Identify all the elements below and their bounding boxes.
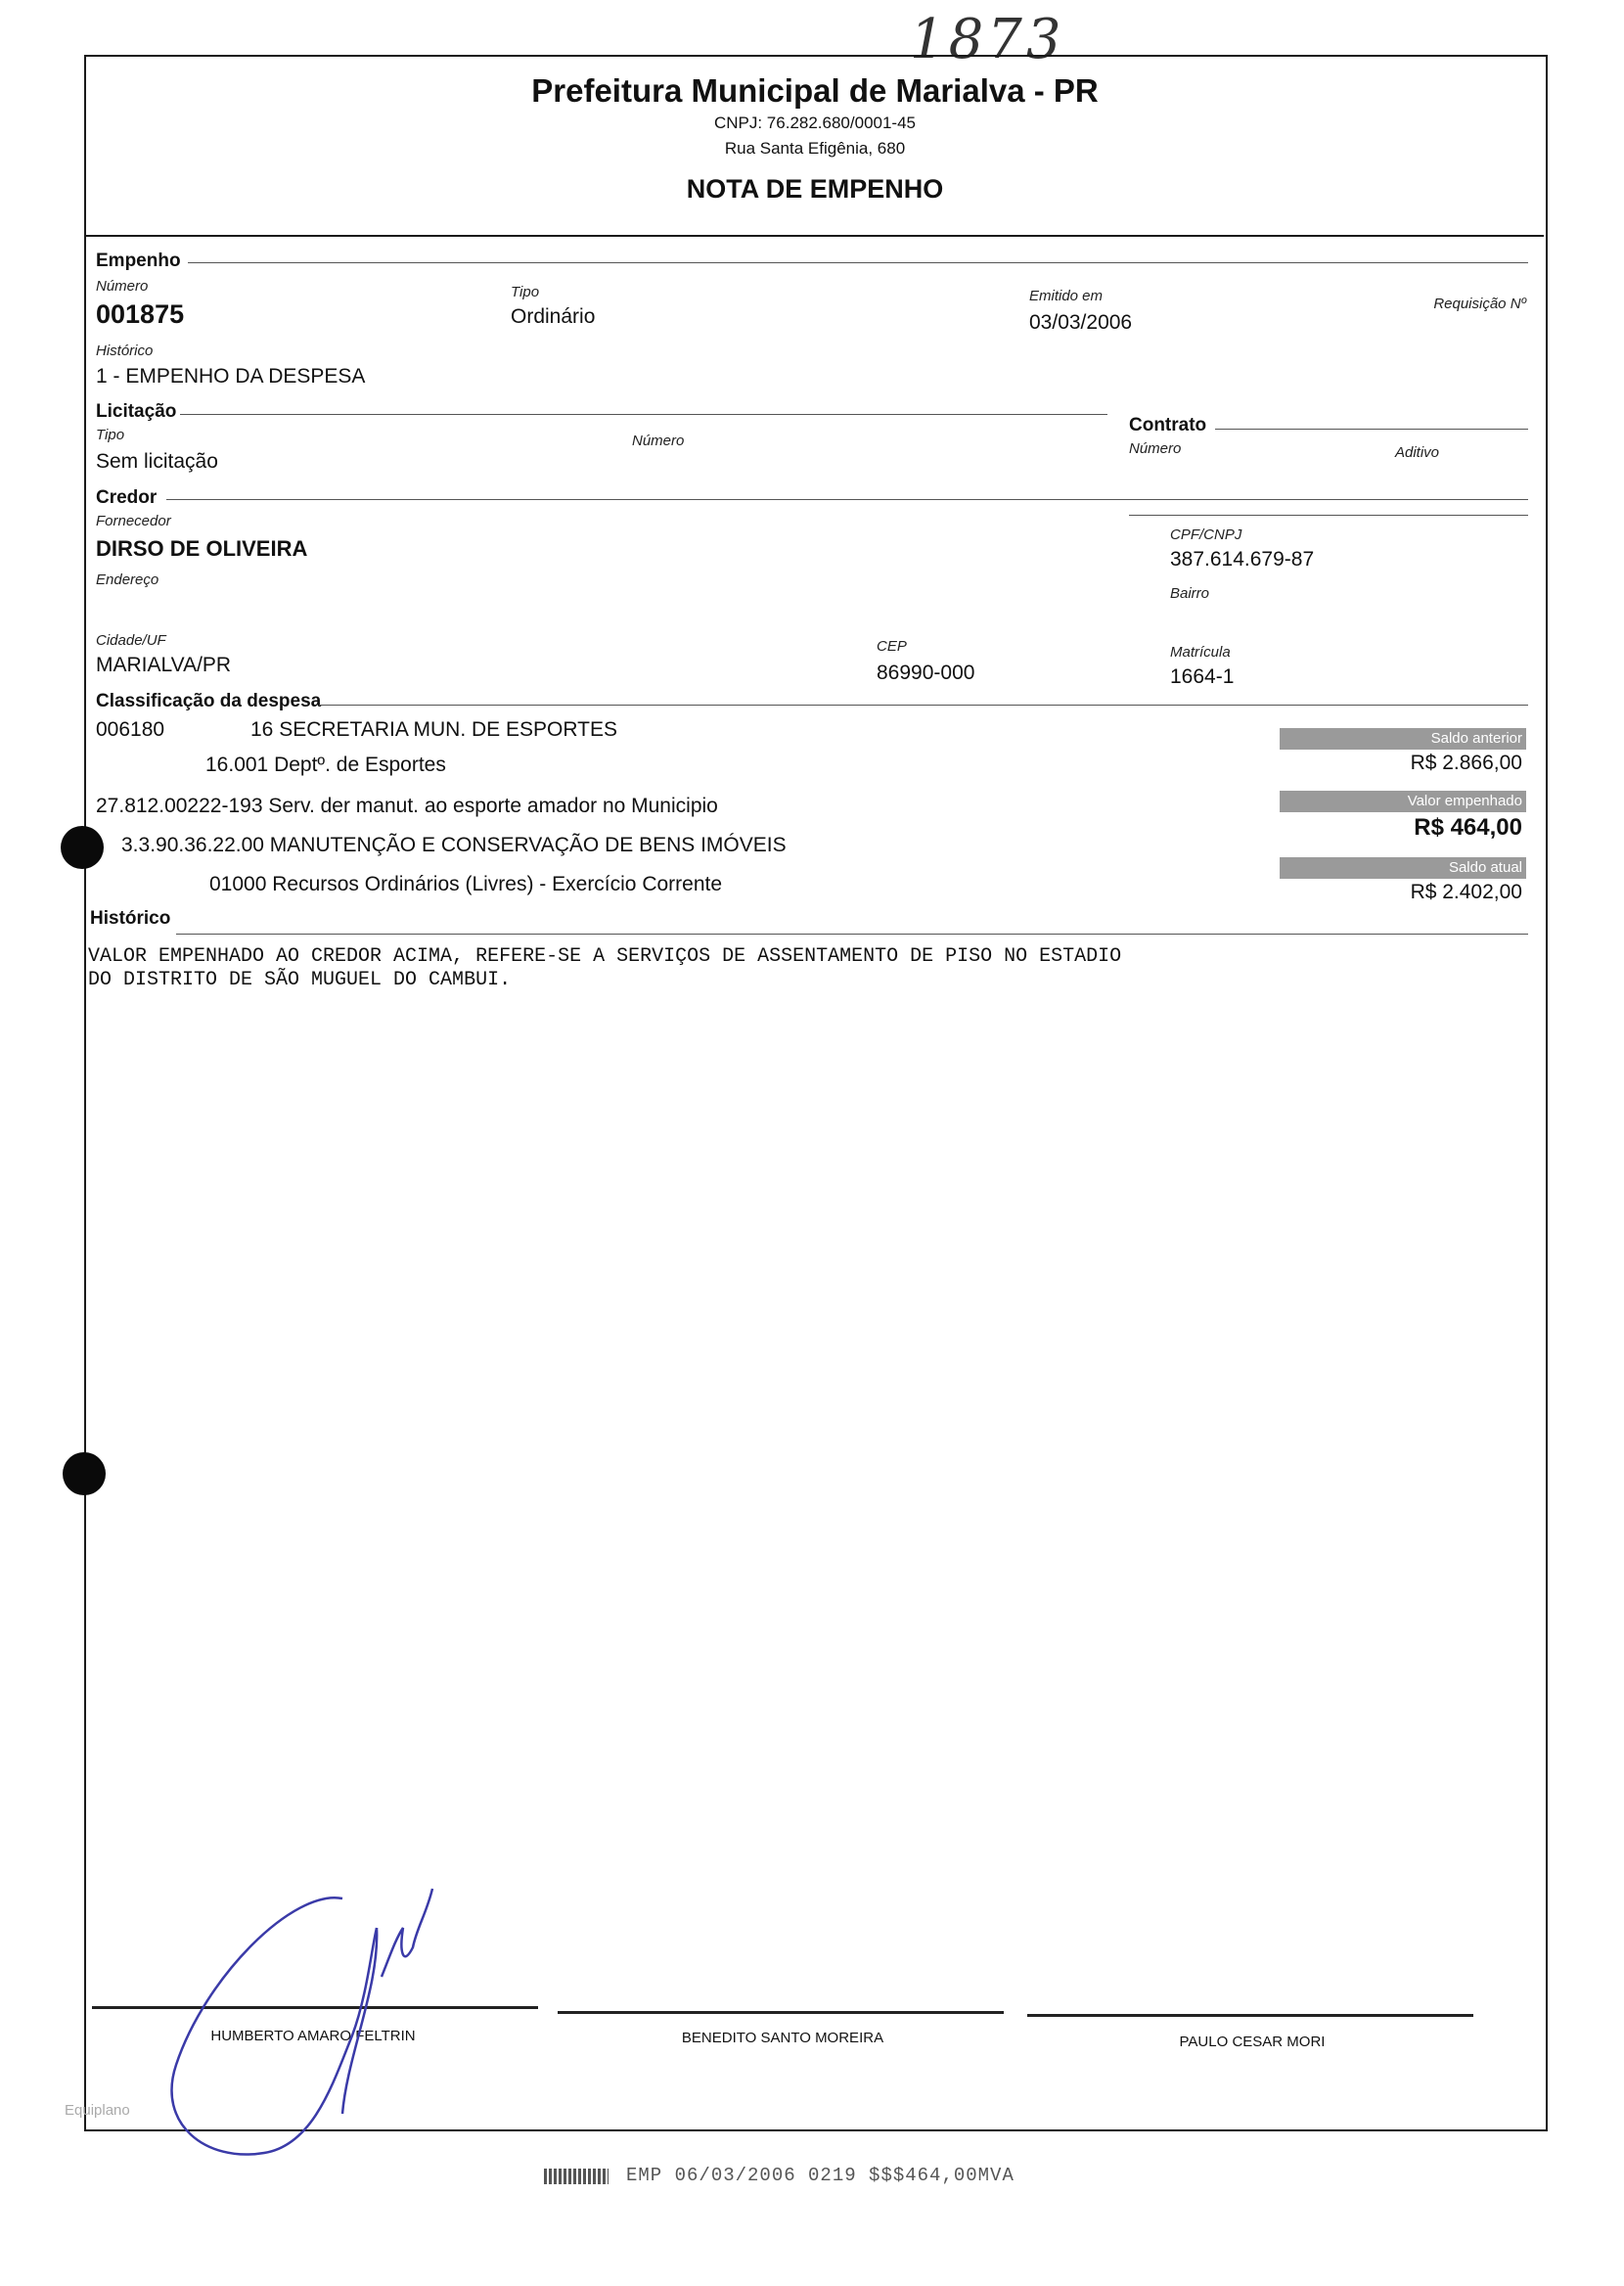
header-separator xyxy=(86,235,1544,237)
cep-value: 86990-000 xyxy=(877,662,975,684)
fonte-line: 01000 Recursos Ordinários (Livres) - Exercício Corrente xyxy=(209,873,723,895)
licitacao-section-label: Licitação xyxy=(96,401,177,422)
credor-section-label: Credor xyxy=(96,487,158,508)
classificacao-section-label: Classificação da despesa xyxy=(96,691,322,711)
licitacao-tipo: Sem licitação xyxy=(96,450,218,473)
bairro-label: Bairro xyxy=(1170,585,1210,602)
saldo-atual-value: R$ 2.402,00 xyxy=(1410,881,1522,903)
matricula-label: Matrícula xyxy=(1170,644,1231,661)
punch-hole-top xyxy=(61,826,104,869)
empenho-historico-label: Histórico xyxy=(96,343,154,359)
licitacao-rule xyxy=(180,414,1107,415)
saldo-anterior-value: R$ 2.866,00 xyxy=(1410,752,1522,774)
handwritten-signature xyxy=(147,1869,479,2163)
endereco-label: Endereço xyxy=(96,572,159,588)
cidade-value: MARIALVA/PR xyxy=(96,654,232,676)
valor-empenhado-label: Valor empenhado xyxy=(1280,791,1526,812)
licitacao-numero-label: Número xyxy=(632,433,685,449)
empenho-tipo-label: Tipo xyxy=(511,284,540,300)
empenho-numero: 001875 xyxy=(96,299,185,329)
historico-text-line-2: DO DISTRITO DE SÃO MUGUEL DO CAMBUI. xyxy=(88,969,512,991)
fornecedor-name: DIRSO DE OLIVEIRA xyxy=(96,536,308,561)
cpf-value: 387.614.679-87 xyxy=(1170,548,1315,571)
classificacao-code: 006180 xyxy=(96,718,165,741)
requisicao-label: Requisição Nº xyxy=(1433,296,1526,312)
address-line: Rua Santa Efigênia, 680 xyxy=(724,139,906,158)
saldo-anterior-label: Saldo anterior xyxy=(1280,728,1526,750)
empenho-numero-label: Número xyxy=(96,278,149,295)
matricula-value: 1664-1 xyxy=(1170,665,1235,688)
bank-stamp: EMP 06/03/2006 0219 $$$464,00MVA xyxy=(626,2165,1015,2186)
signature-line-3 xyxy=(1027,2014,1473,2017)
departamento-line: 16.001 Deptº. de Esportes xyxy=(205,754,446,776)
contrato-numero-label: Número xyxy=(1129,440,1182,457)
emitido-label: Emitido em xyxy=(1029,288,1104,304)
saldo-atual-label: Saldo atual xyxy=(1280,857,1526,879)
programa-line: 27.812.00222-193 Serv. der manut. ao esporte amador no Municipio xyxy=(96,795,718,817)
historico-section-label: Histórico xyxy=(90,908,171,929)
cep-label: CEP xyxy=(877,638,907,655)
page-header xyxy=(86,72,1544,205)
historico-text-line-1: VALOR EMPENHADO AO CREDOR ACIMA, REFERE-SE A SERVIÇOS DE ASSENTAMENTO DE PISO NO ESTADIO xyxy=(88,945,1122,968)
municipality-title: Prefeitura Municipal de Marialva - PR xyxy=(531,72,1099,109)
cnpj-line: CNPJ: 76.282.680/0001-45 xyxy=(713,114,917,132)
empenho-section-label: Empenho xyxy=(96,251,181,271)
elemento-line: 3.3.90.36.22.00 MANUTENÇÃO E CONSERVAÇÃO DE BENS IMÓVEIS xyxy=(121,834,787,856)
empenho-rule xyxy=(188,262,1528,263)
secretaria-line: 16 SECRETARIA MUN. DE ESPORTES xyxy=(250,718,617,741)
empenho-tipo: Ordinário xyxy=(511,305,596,328)
classificacao-rule xyxy=(319,705,1528,706)
fornecedor-label: Fornecedor xyxy=(96,513,171,529)
credor-rule xyxy=(166,499,1528,500)
software-watermark: Equiplano xyxy=(65,2102,130,2119)
signatory-2-name: BENEDITO SANTO MOREIRA xyxy=(681,2030,884,2046)
cpf-label: CPF/CNPJ xyxy=(1170,526,1242,543)
valor-empenhado-value: R$ 464,00 xyxy=(1414,814,1522,841)
signatory-3-name: PAULO CESAR MORI xyxy=(1179,2034,1326,2050)
historico-rule xyxy=(176,934,1528,935)
cidade-label: Cidade/UF xyxy=(96,632,166,649)
punch-hole-bottom xyxy=(63,1452,106,1495)
licitacao-tipo-label: Tipo xyxy=(96,427,125,443)
contrato-aditivo-label: Aditivo xyxy=(1395,444,1440,461)
document-type-title: NOTA DE EMPENHO xyxy=(686,174,944,204)
credor-rule-2 xyxy=(1129,515,1528,516)
contrato-rule xyxy=(1215,429,1528,430)
contrato-section-label: Contrato xyxy=(1129,415,1207,435)
stamp-mark-icon xyxy=(544,2169,609,2184)
emitido-date: 03/03/2006 xyxy=(1029,311,1133,334)
signature-line-2 xyxy=(558,2011,1004,2014)
signatory-1-name: HUMBERTO AMARO FELTRIN xyxy=(210,2028,416,2044)
handwritten-page-number: 1873 xyxy=(910,8,1065,71)
empenho-historico: 1 - EMPENHO DA DESPESA xyxy=(96,365,366,388)
